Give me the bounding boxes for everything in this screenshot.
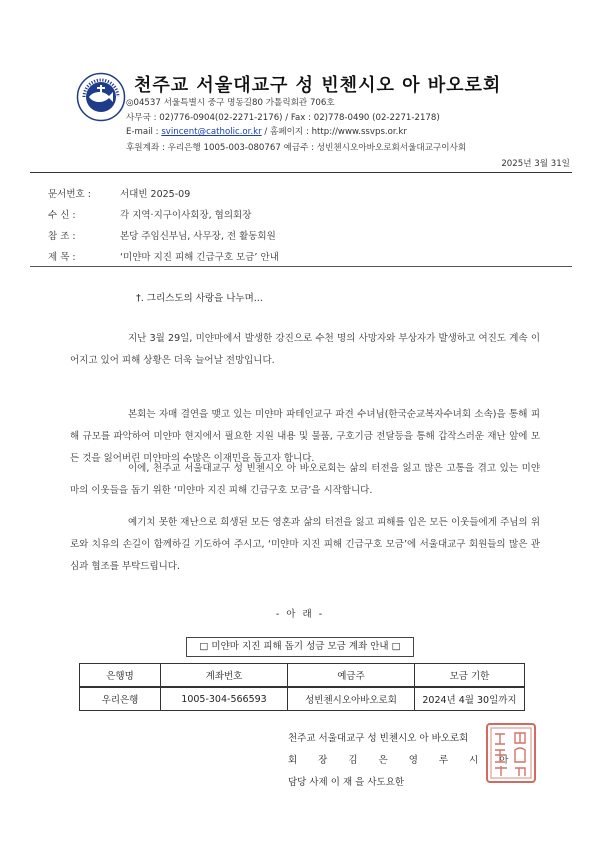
bank-name: 우리은행 <box>80 687 161 711</box>
greeting: †. 그리스도의 사랑을 나누며... <box>136 293 263 304</box>
column-header: 예금주 <box>288 664 415 688</box>
donation-account: 후원계좌 : 우리은행 1005-003-080767 예금주 : 성빈첸시오아바오로회서울대교구이사회 <box>126 143 467 153</box>
notice-heading: - 아 래 - <box>275 609 325 620</box>
contact-tel: 사무국 : 02)776-0904(02-2271-2176) / Fax : 02)778-0490 (02-2271-2178) <box>126 113 440 123</box>
column-header: 모금 기한 <box>415 664 525 688</box>
subject: ‘미얀마 지진 피해 긴급구호 모금’ 안내 <box>120 252 279 263</box>
account-box-title: □ 미얀마 지진 피해 돕기 성금 모금 계좌 안내 □ <box>186 637 414 657</box>
account-table <box>79 663 525 711</box>
contact-email-line: E-mail : svincent@catholic.or.kr / 홈페이지 : http://www.ssvps.or.kr <box>126 127 407 137</box>
doc-number-label: 문서번호 : <box>48 189 91 200</box>
paragraph-3: 이에, 천주교 서울대교구 성 빈첸시오 아 바오로회는 삶의 터전을 잃고 많은 고통을 겪고 있는 미얀마의 이웃들을 돕기 위한 ‘미얀마 지진 피해 긴급구호 모금’을 시작합니다. <box>70 463 540 496</box>
header-divider <box>30 172 572 173</box>
signature-priest: 담당 사제 이 재 을 사도요한 <box>288 777 405 788</box>
column-header: 은행명 <box>80 664 161 688</box>
paragraph-2: 본회는 자매 결연을 맺고 있는 미얀마 파테인교구 파견 수녀님(한국순교복자수녀회 소속)을 통해 피해 규모를 파악하여 미얀마 현지에서 필요한 지원 내용 및 물품, 구호기금 전달등을 통해 갑작스러운 재난 앞에 모든 것을 잃어버린 미얀마의 수많은 이재민을 돕고자 합니다. <box>70 409 540 464</box>
table-row <box>80 687 525 711</box>
homepage: / 홈페이지 : http://www.ssvps.or.kr <box>261 127 407 137</box>
reference: 본당 주임신부님, 사무장, 전 활동회원 <box>120 231 276 242</box>
recipient-label: 수 신 : <box>48 210 76 221</box>
address: ◎04537 서울특별시 중구 명동길80 가톨릭회관 706호 <box>126 98 335 108</box>
paragraph-4: 예기치 못한 재난으로 희생된 모든 영혼과 삶의 터전을 잃고 피해를 입은 모든 이웃들에게 주님의 위로와 치유의 손길이 함께하길 기도하여 주시고, ‘미얀마 지진 피해 긴급구호 모금’에 서울대교구 회원들의 많은 관심과 협조를 부탁드립니다. <box>70 517 540 572</box>
signature-president: 회장김은영루시아 <box>288 755 530 766</box>
account-holder: 성빈첸시오아바오로회 <box>288 687 415 711</box>
doc-number: 서대빈 2025-09 <box>120 189 191 200</box>
table-header-row <box>80 664 525 688</box>
meta-divider <box>30 266 572 267</box>
signature-organization: 천주교 서울대교구 성 빈첸시오 아 바오로회 <box>288 733 469 744</box>
organization-name: 천주교 서울대교구 성 빈첸시오 아 바오로회 <box>134 75 502 96</box>
email-link[interactable]: svincent@catholic.or.kr <box>161 127 262 137</box>
location-icon: ◎ <box>126 98 134 108</box>
society-logo <box>76 72 126 122</box>
account-number: 1005-304-566593 <box>161 687 288 711</box>
document-date: 2025년 3월 31일 <box>501 159 570 169</box>
column-header: 계좌번호 <box>161 664 288 688</box>
recipient: 각 지역·지구이사회장, 협의회장 <box>120 210 252 221</box>
deadline: 2024년 4월 30일까지 <box>415 687 525 711</box>
subject-label: 제 목 : <box>48 252 76 263</box>
official-seal-stamp <box>485 722 537 784</box>
reference-label: 참 조 : <box>48 231 76 242</box>
paragraph-1: 지난 3월 29일, 미얀마에서 발생한 강진으로 수천 명의 사망자와 부상자가 발생하고 여진도 계속 이어지고 있어 피해 상황은 더욱 늘어날 전망입니다. <box>70 333 540 366</box>
